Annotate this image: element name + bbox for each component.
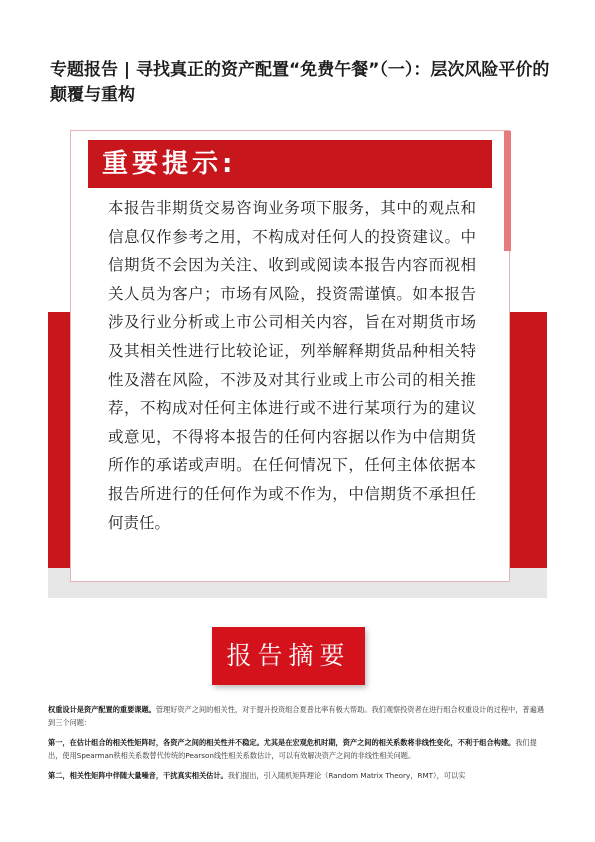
card-accent-bar [504, 131, 511, 251]
abstract-paragraph-2 [48, 736, 548, 762]
report-title: 专题报告 | 寻找真正的资产配置“免费午餐”（一）：层次风险平价的颠覆与重构 [50, 60, 550, 105]
abstract-p2-bold: 第一，在估计组合的相关性矩阵时，各资产之间的相关性并不稳定。尤其是在宏观危机时期，资产之间的相关系数将非线性变化，不利于组合构建。 [48, 738, 516, 747]
report-summary-label: 报告摘要 [212, 627, 365, 685]
abstract-p1-text: 管理好资产之间的相关性，对于提升投资组合夏普比率有极大帮助。我们观察投资者在进行组合权重设计的过程中，普遍遇到三个问题： [48, 705, 544, 727]
abstract-paragraph-1 [48, 703, 548, 729]
abstract-p1-bold: 权重设计是资产配置的重要课题。 [48, 705, 156, 714]
notice-heading: 重要提示: [88, 140, 492, 188]
notice-body: 本报告非期货交易咨询业务项下服务，其中的观点和信息仅作参考之用，不构成对任何人的投资建议。中信期货不会因为关注、收到或阅读本报告内容而视相关人员为客户；市场有风险，投资需谨慎。如本报告涉及行业分析或上市公司相关内容，旨在对期货市场及其相关性进行比较论证，列举解释期货品种相关特性及潜在风险，不涉及对其行业或上市公司的相关推荐，不构成对任何主体进行或不进行某项行为的建议或意见，不得将本报告的任何内容据以作为中信期货所作的承诺或声明。在任何情况下，任何主体依据本报告所进行的任何作为或不作为，中信期货不承担任何责任。 [108, 199, 476, 532]
abstract-p3-text: 我们提出，引入随机矩阵理论（Random Matrix Theory，RMT），可以实 [227, 771, 466, 780]
important-notice-card [70, 130, 510, 582]
abstract-p3-bold: 第二，相关性矩阵中伴随大量噪音，干扰真实相关估计。 [48, 771, 228, 780]
abstract-p2-text: 我们提出，使用Spearman秩相关系数替代传统的Pearson线性相关系数估计，可以有效解决资产之间的非线性相关问题。 [48, 738, 537, 760]
abstract-paragraph-3 [48, 769, 548, 782]
abstract-section [48, 703, 548, 789]
